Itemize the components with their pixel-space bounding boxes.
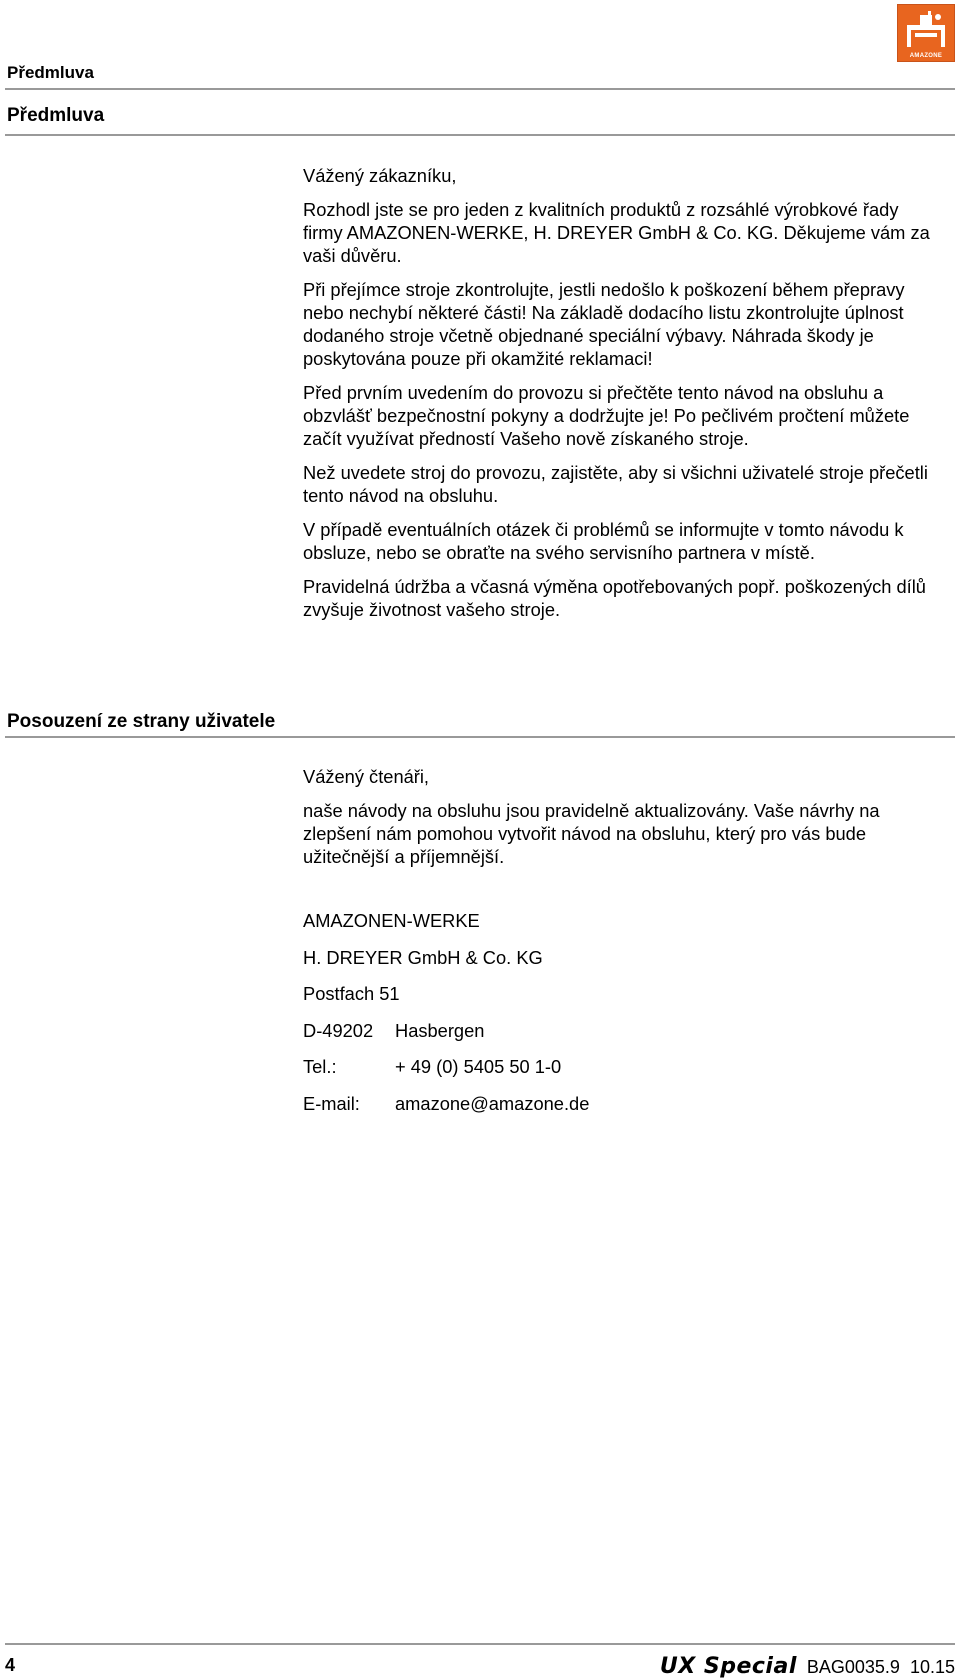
preface-paragraph: Než uvedete stroj do provozu, zajistěte, aby si všichni uživatelé stroje přečetli tento návod na obsluhu. [303,462,928,506]
section-rule-feedback [5,736,955,738]
feedback-body [303,765,943,879]
amazone-logo [897,4,955,62]
tel-label: Tel.: [303,1056,337,1077]
preface-body [303,164,943,632]
feedback-paragraph: naše návody na obsluhu jsou pravidelně aktualizovány. Vaše návrhy na zlepšení nám pomohou vytvořit návod na obsluhu, který pro vás bude užitečnější a příjemnější. [303,800,880,867]
preface-paragraph: V případě eventuálních otázek či problémů se informujte v tomto návodu k obsluze, nebo se obraťte na svého servisního partnera v místě. [303,519,904,563]
preface-paragraph: Rozhodl jste se pro jeden z kvalitních produktů z rozsáhlé výrobkové řady firmy AMAZONEN-WERKE, H. DREYER GmbH & Co. KG. Děkujeme vám za vaši důvěru. [303,199,930,266]
footer-rule [5,1643,955,1645]
address-postcode: D-49202 [303,1020,374,1041]
section-title-feedback: Posouzení ze strany uživatele [7,711,276,732]
address-city: Hasbergen [395,1020,485,1041]
running-header-title: Předmluva [7,63,94,82]
preface-paragraph: Před prvním uvedením do provozu si přečtěte tento návod na obsluhu a obzvlášť bezpečnostní pokyny a dodržujte je! Po pečlivém pročtení můžete začít využívat předností Vašeho nově získaného stroje. [303,382,910,449]
address-city-row [303,1019,484,1042]
tel-value: + 49 (0) 5405 50 1-0 [395,1056,562,1077]
logo-text: AMAZONE [909,53,943,59]
preface-paragraph: Pravidelná údržba a včasná výměna opotřebovaných popř. poškozených dílů zvyšuje životnost vašeho stroje. [303,576,926,620]
footer-model: UX Special [659,1654,797,1679]
footer-doc-code: BAG0035.9 [806,1657,900,1677]
preface-paragraph: Při přejímce stroje zkontrolujte, jestli nedošlo k poškození během přepravy nebo nechybí některé části! Na základě dodacího listu zkontrolujte úplnost dodaného stroje včetně objednané speciální výbavy. Náhrada škody je poskytována pouze při okamžité reklamaci! [303,279,905,369]
email-label: E-mail: [303,1093,360,1114]
section-rule-preface [5,134,955,136]
footer-date: 10.15 [909,1657,955,1677]
feedback-greeting: Vážený čtenáři, [303,766,430,787]
footer-doc-info [660,1654,955,1679]
header-rule [5,88,955,90]
address-tel-row [303,1055,561,1078]
address-company-legal: H. DREYER GmbH & Co. KG [303,947,543,968]
address-email-row [303,1092,589,1115]
address-company: AMAZONEN-WERKE [303,910,480,931]
preface-greeting: Vážený zákazníku, [303,165,457,186]
address-postbox: Postfach 51 [303,983,400,1004]
section-title-preface: Předmluva [7,105,105,126]
email-value[interactable]: amazone@amazone.de [395,1093,590,1114]
page-number: 4 [5,1655,16,1675]
